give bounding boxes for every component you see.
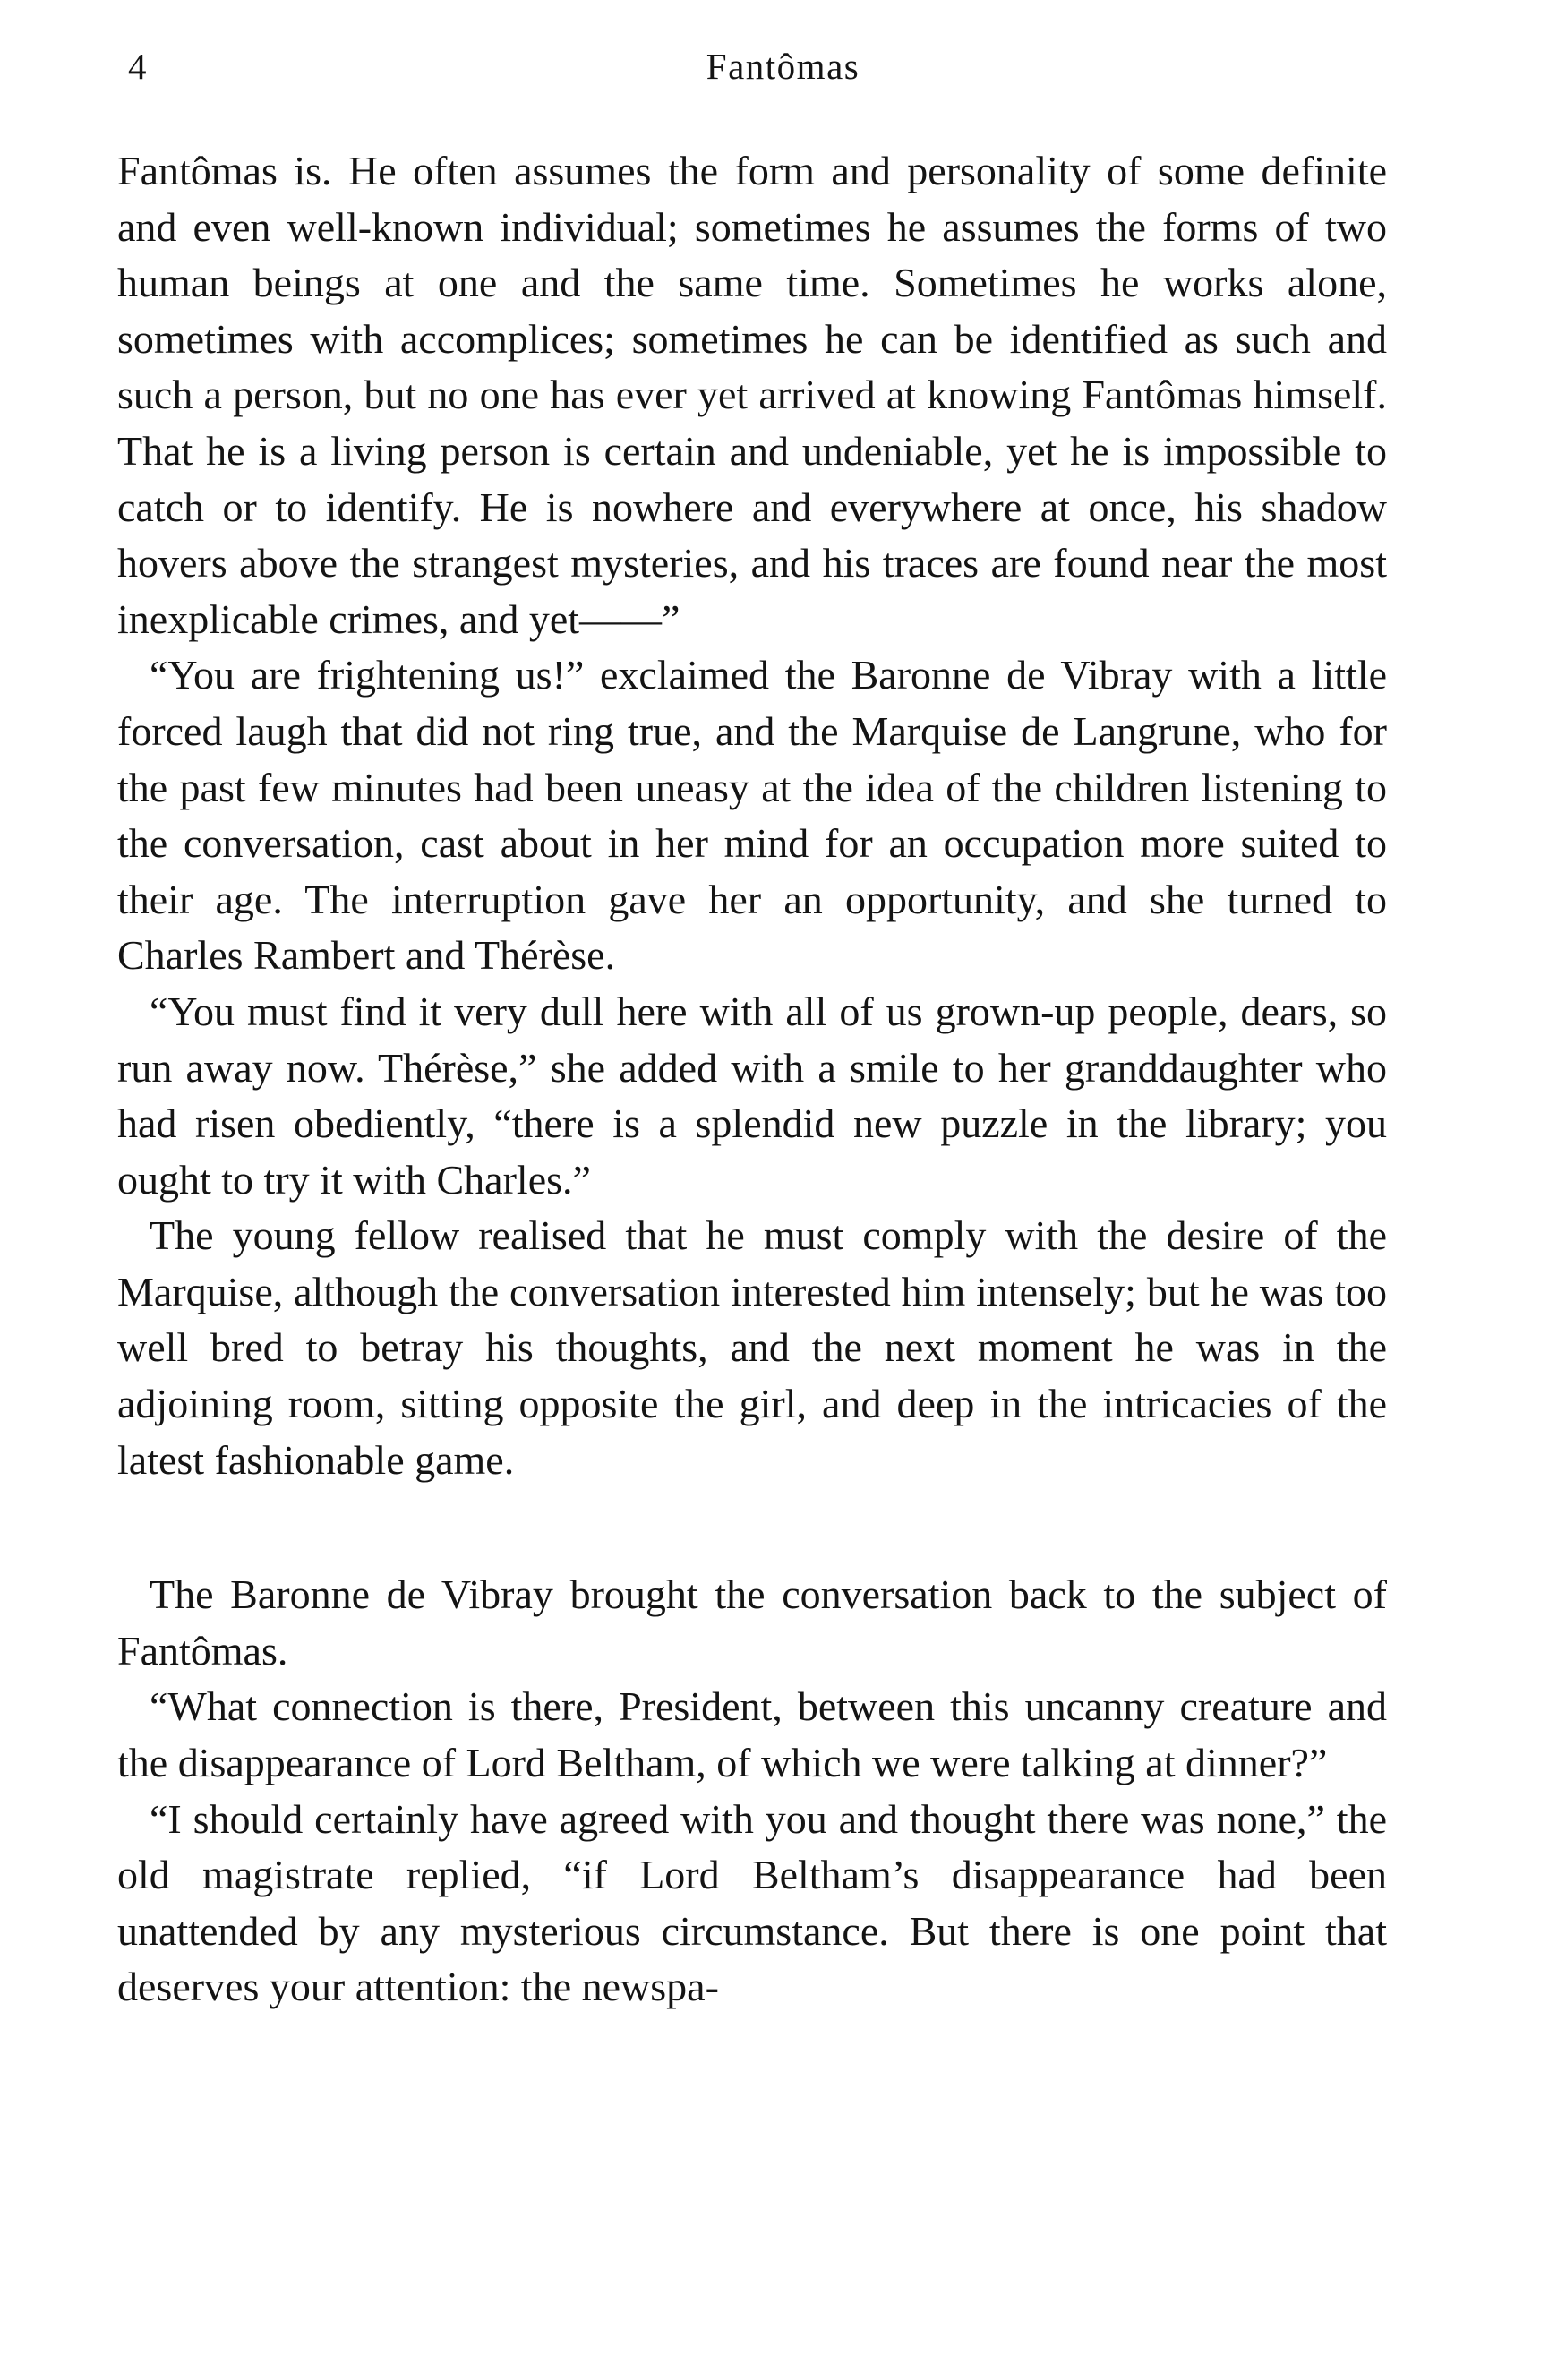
body-text: [117, 143, 1387, 2016]
paragraph: “What connection is there, President, between this uncanny creature and the disappearance of Lord Beltham, of which we were talking at dinner?”: [117, 1683, 1387, 1786]
paragraph-continued: Fantômas is. He often assumes the form and personality of some definite and even well-known individual; sometimes he assumes the forms of two human beings at one and the same time. Sometimes he works alone, sometimes with accomplices; sometimes he can be identified as such and such a person, but no one has ever yet arrived at knowing Fantômas himself. That he is a living person is certain and undeniable, yet he is impossible to catch or to identify. He is nowhere and everywhere at once, his shadow hovers above the strangest mysteries, and his traces are found near the most inexplicable crimes, and yet——”: [117, 148, 1387, 642]
paragraph-section-start: The Baronne de Vibray brought the conversation back to the subject of Fantômas.: [117, 1571, 1387, 1674]
paragraph: “You must find it very dull here with all of us grown-up people, dears, so run away now. Thérèse,” she added with a smile to her granddaughter who had risen obediently, “there is a splendid new puzzle in the library; you ought to try it with Charles.”: [117, 988, 1387, 1203]
book-title: Fantômas: [706, 46, 860, 87]
paragraph: “I should certainly have agreed with you and thought there was none,” the old magistrate replied, “if Lord Beltham’s disappearance had been unattended by any mysterious circumstance. But there is one point that deserves your attention: the newspa-: [117, 1795, 1387, 2010]
paragraph: “You are frightening us!” exclaimed the Baronne de Vibray with a little forced laugh that did not ring true, and the Marquise de Langrune, who for the past few minutes had been uneasy at the idea of the children listening to the conversation, cast about in her mind for an occupation more suited to their age. The interruption gave her an opportunity, and she turned to Charles Rambert and Thérèse.: [117, 652, 1387, 979]
paragraph: The young fellow realised that he must comply with the desire of the Marquise, although the conversation interested him intensely; but he was too well bred to betray his thoughts, and the next moment he was in the adjoining room, sitting opposite the girl, and deep in the intricacies of the latest fashionable game.: [117, 1212, 1387, 1483]
running-header: [0, 45, 1566, 98]
page-number: 4: [128, 46, 148, 87]
